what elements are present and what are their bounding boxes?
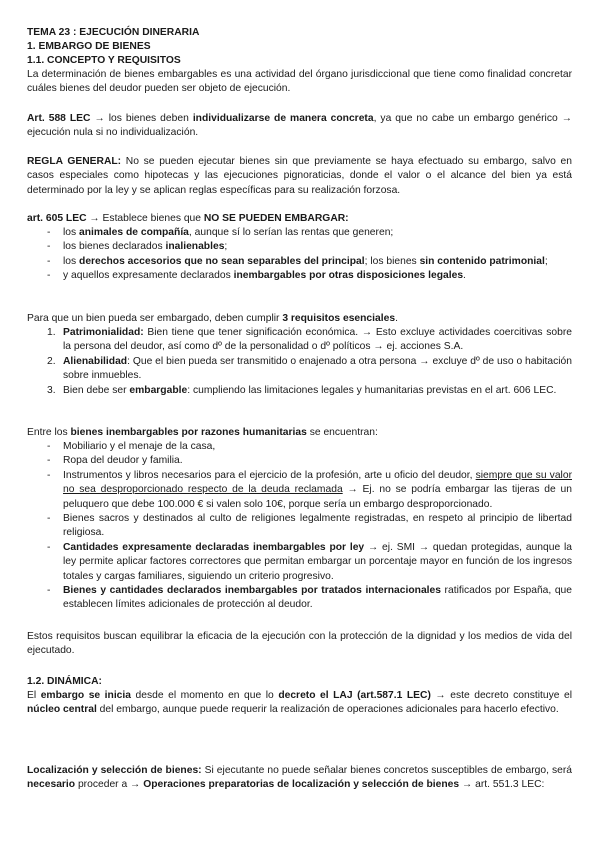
- list-item: - Ropa del deudor y familia.: [27, 454, 572, 468]
- list-item: - Mobiliario y el menaje de la casa,: [27, 440, 572, 454]
- list-item: - y aquellos expresamente declarados inembargables por otras disposiciones legales.: [27, 269, 572, 283]
- list-item: - Cantidades expresamente declaradas inembargables por ley → ej. SMI → quedan protegidas, aunque la ley permite aplicar factores correctores que permitan embargar un porcentaje mayor en función de los ingresos totales y cargas familiares, siguiendo un criterio progresivo.: [27, 541, 572, 584]
- list-item: - Bienes y cantidades declarados inembargables por tratados internacionales ratificados por España, que establecen límites adicionales de protección al deudor.: [27, 584, 572, 613]
- requisitos-intro: Para que un bien pueda ser embargado, deben cumplir 3 requisitos esenciales.: [27, 313, 398, 324]
- list-item: - los derechos accesorios que no sean separables del principal; los bienes sin contenido patrimonial;: [27, 255, 572, 269]
- subsection-heading-dinamica: 1.2. DINÁMICA:: [27, 676, 102, 687]
- regla-general-paragraph: REGLA GENERAL: No se pueden ejecutar bienes sin que previamente se haya efectuado su embargo, salvo en casos especiales como hipotecas y las ejecuciones pignoraticias, donde el valor o el alcance del bien ya está determinado por la ley y se aplican reglas específicas para su realización forzosa.: [27, 156, 572, 196]
- list-item: 3. Bien debe ser embargable: cumpliendo las limitaciones legales y humanitarias previstas en el art. 606 LEC.: [47, 384, 557, 396]
- list-item: - Instrumentos y libros necesarios para el ejercicio de la profesión, arte u oficio del deudor, siempre que su valor no sea desproporcionado respecto de la deuda reclamada → Ej. no se podría embargar las tijeras de un peluquero que debe 100.000 € si valen solo 10€, porque sería un embargo desproporcionado.: [27, 469, 572, 512]
- subsection-heading-concepto: 1.1. CONCEPTO Y REQUISITOS: [27, 55, 181, 66]
- list-item: - los animales de compañía, aunque sí lo serían las rentas que generen;: [27, 226, 572, 240]
- art588-paragraph: Art. 588 LEC → los bienes deben individualizarse de manera concreta, ya que no cabe un embargo genérico → ejecución nula si no individualización.: [27, 113, 572, 139]
- humanitarias-list: [27, 440, 572, 613]
- list-item: 2. Alienabilidad: Que el bien pueda ser transmitido o enajenado a otra persona → excluye dº de uso o habitación sobre inmuebles.: [47, 355, 572, 382]
- list-item: - Bienes sacros y destinados al culto de religiones legalmente registradas, en respeto al principio de libertad religiosa.: [27, 512, 572, 541]
- dinamica-paragraph: El embargo se inicia desde el momento en que lo decreto el LAJ (art.587.1 LEC) → este decreto constituye el núcleo central del embargo, aunque puede requerir la realización de operaciones adicionales para hacerlo efectivo.: [27, 690, 572, 716]
- art605-paragraph: art. 605 LEC → Establece bienes que NO SE PUEDEN EMBARGAR:: [27, 213, 349, 224]
- intro-paragraph: La determinación de bienes embargables es una actividad del órgano jurisdiccional que tiene como finalidad concretar cuáles bienes del deudor pueden ser objeto de ejecución.: [27, 69, 572, 95]
- humanitarias-intro: Entre los bienes inembargables por razones humanitarias se encuentran:: [27, 427, 378, 438]
- art588-label: Art. 588 LEC: [27, 113, 91, 124]
- list-item: 1. Patrimonialidad: Bien tiene que tener significación económica. → Esto excluye actividades coercitivas sobre la persona del deudor, así como dº de la personalidad o dº políticos → ej. acciones S.A.: [47, 327, 572, 353]
- non-embargable-list: [27, 226, 572, 284]
- conclusion-paragraph: Estos requisitos buscan equilibrar la eficacia de la ejecución con la protección de la dignidad y los medios de vida del ejecutado.: [27, 631, 572, 657]
- regla-general-label: REGLA GENERAL:: [27, 156, 122, 167]
- localizacion-paragraph: Localización y selección de bienes: Si ejecutante no puede señalar bienes concretos susceptibles de embargo, será necesario proceder a → Operaciones preparatorias de localización y selección de bienes → art. 551.3 LEC:: [27, 765, 572, 791]
- list-item: - los bienes declarados inalienables;: [27, 240, 572, 254]
- document-title: TEMA 23 : EJECUCIÓN DINERARIA: [27, 27, 200, 38]
- requisitos-list: [27, 326, 572, 398]
- section-heading-embargo: 1. EMBARGO DE BIENES: [27, 41, 151, 52]
